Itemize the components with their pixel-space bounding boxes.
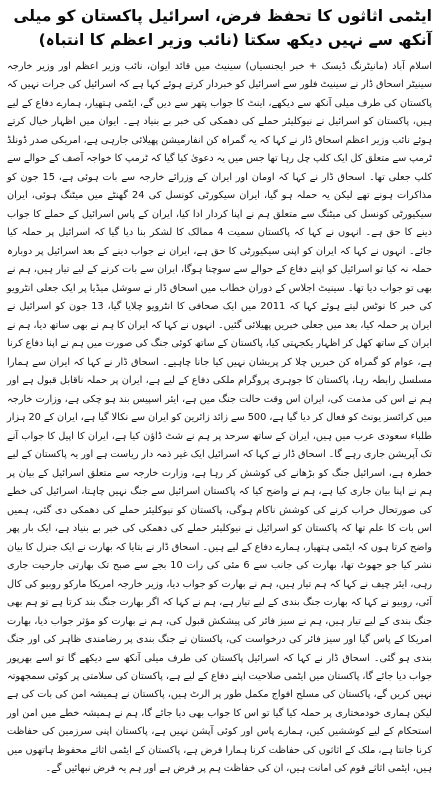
article-headline: ایٹمی اثاثوں کا تحفظ فرض، اسرائیل پاکستان کو میلی آنکھ سے نہیں دیکھ سکتا (نائب وزیر اعظم کا انتباہ) [13, 7, 432, 49]
article-body: اسلام آباد (مانیٹرنگ ڈیسک + خبر ایجنسیاں) سینیٹ میں قائد ایوان، نائب وزیر اعظم اور وزیر خارجہ سینیٹر اسحاق ڈار نے سینیٹ فلور سے اسرائیل کو خبردار کرتے ہوئے کہا ہے کہ اسرائیل کی جرات نہیں کہ پاکستان کی طرف میلی آنکھ سے دیکھے، اینٹ کا جواب پتھر سے دیں گے، ایٹمی ہتھیار، ہمارے دفاع کے لیے ہیں، پاکستان کو اسرائیل نے نیوکلیئر حملے کی دھمکی کی خبر بے بنیاد ہے۔ ایوان میں اظہار خیال کرتے ہوئے نائب وزیر اعظم اسحاق ڈار نے کہا کہ یہ گمراہ کن انفارمیشن پھیلائی جارہی ہے، امریکی صدر ڈونلڈ ٹرمپ سے متعلق کل ایک کلپ چل رہا تھا جس میں یہ دعویٰ کیا گیا کہ ٹرمپ کا خواجہ آصف کے حوالے سے کلپ جعلی تھا۔ اسحاق ڈار نے کہا کہ اومان اور ایران کے وزرائے خارجہ سے بات ہوئی ہے، 15 جون کو مذاکرات ہونے تھے لیکن یہ حملہ ہو گیا، ایران سیکورٹی کونسل کی 24 گھنٹے میں میٹنگ ہوئی، ایران سیکیورٹی کونسل کی میٹنگ سے متعلق ہم نے اپنا کردار ادا کیا، ایران کے پاس اسرائیل کے حملے کا جواب دینے کا حق ہے۔ انہوں نے کہا کہ پاکستان سمیت 4 ممالک کا لشکر بنا دیا گیا کہ اسرائیل پر حملہ کیا جائے۔ انہوں نے کہا کہ ایران کو اپنی سیکیورٹی کا حق ہے، ایران نے جواب دینے کے بعد اسرائیل پر دوبارہ حملہ نہ کیا تو اسرائیل کو اپنے دفاع کے حوالے سے سوچنا ہوگا، ایران سے بات کرنے کے لیے تیار ہیں، ہم نے بھی تو جواب دیا تھا۔ سینیٹ اجلاس کے دوران خطاب میں اسحاق ڈار نے سوشل میڈیا پر ایک جعلی انٹرویو کی خبر کا نوٹس لیتے ہوئے کہا کہ 2011 میں ایک صحافی کا انٹرویو چلایا گیا، 13 جون کو اسرائیل نے ایران پر حملہ کیا، بعد میں جعلی خبریں پھیلائی گئیں۔ انہوں نے کہا کہ ایران کا ہم نے بھی ساتھ دیا، ہم نے ایران کے ساتھ کھل کر اظہار یکجہتی کیا، پاکستان کے ساتھ کوئی جنگ کی صورت میں ہم نے اپنا دفاع کرنا ہے، عوام کو گمراہ کن خبریں چلا کر پریشان نہیں کیا جانا چاہیے۔ اسحاق ڈار نے کہا کہ ایران سے ہمارا مسلسل رابطہ رہا، پاکستان کا جوہری پروگرام ملکی دفاع کے لیے ہے، ایران پر حملہ ناقابل قبول ہے اور ہم نے اس کی مذمت کی، ایران اس وقت حالت جنگ میں ہے، ایئر اسپیس بند ہو چکی ہے، وزارت خارجہ میں کرائسز یونٹ کو فعال کر دیا گیا ہے، 500 سے زائد زائرین کو ایران سے نکالا گیا ہے، ایران کے 20 ہزار طلباء سعودی عرب میں ہیں، ایران کے ساتھ سرحد پر ہم نے شٹ ڈاؤن کیا ہے، ایران کا اپیل کا جواب آنے تک آپریشن جاری رہے گا۔ اسحاق ڈار نے کہا کہ اسرائیل ایک غیر ذمہ دار ریاست ہے اور یہ پاکستان کے لیے خطرہ ہے، اسرائیل جنگ کو بڑھانے کی کوشش کر رہا ہے، وزارت خارجہ سے متعلق اسرائیل کے بیان پر ہم نے اپنا بیان جاری کیا ہے، ہم نے واضح کیا کہ پاکستان اسرائیل سے جنگ نہیں چاہتا، اسرائیل کی خطے کی صورتحال خراب کرنے کی کوشش ناکام ہوگی، پاکستان کو نیوکلیئر حملے کی دھمکی دی گئی، ہمیں اس بات کا علم تھا کہ پاکستان کو اسرائیل نے نیوکلیئر حملے کی دھمکی کی خبر بے بنیاد ہے، ایک بار پھر واضح کرتا ہوں کہ ایٹمی ہتھیار، ہمارے دفاع کے لیے ہیں۔ اسحاق ڈار نے بتایا کہ بھارت نے ایک جنرل کا بیان نشر کیا جو جھوٹ تھا، بھارت کی جانب سے 6 مئی کی رات 10 بجے سے صبح تک بھارتی جارحیت جاری رہی، ایئر چیف نے کہا کہ ہم تیار ہیں، ہم نے بھارت کو جواب دیا، وزیر خارجہ امریکا مارکو روبیو کی کال آئی، روبیو نے کہا کہ بھارت جنگ بندی کے لیے تیار ہے، ہم نے کہا کہ اگر بھارت جنگ بند کرتا ہے تو ہم بھی جنگ بندی کے لیے تیار ہیں، ہم نے سیز فائر کی پیشکش قبول کی، ہم نے بھارت کو مؤثر جواب دیا، بھارت امریکا کے پاس گیا اور سیز فائر کی درخواست کی، پاکستان نے جنگ بندی پر رضامندی ظاہر کی اور جنگ بندی ہو گئی۔ اسحاق ڈار نے کہا کہ اسرائیل پاکستان کی طرف میلی آنکھ سے دیکھے گا تو اسے بھرپور جواب دیا جائے گا، پاکستان میں ایٹمی صلاحیت اپنے دفاع کے لیے ہے، پاکستان کی سلامتی پر کوئی سمجھوتہ نہیں کریں گے، پاکستان کی مسلح افواج مکمل طور پر الرٹ ہیں، پاکستان نے ہمیشہ امن کی بات کی ہے لیکن ہماری خودمختاری پر حملہ کیا گیا تو اس کا جواب بھی دیا جائے گا، ہم نے ہمیشہ خطے میں امن اور استحکام کے لیے کوششیں کیں، ہمارے پاس اور کوئی آپشن نہیں ہے، پاکستان اپنی سرزمین کی حفاظت کرنا جانتا ہے، ملک کے اثاثوں کی حفاظت کرنا ہمارا فرض ہے، پاکستان کے ایٹمی اثاثے محفوظ ہاتھوں میں ہیں، ایٹمی اثاثے قوم کی امانت ہیں، ان کی حفاظت ہم پر فرض ہے اور ہم یہ فرض نبھائیں گے۔ [7, 61, 433, 775]
